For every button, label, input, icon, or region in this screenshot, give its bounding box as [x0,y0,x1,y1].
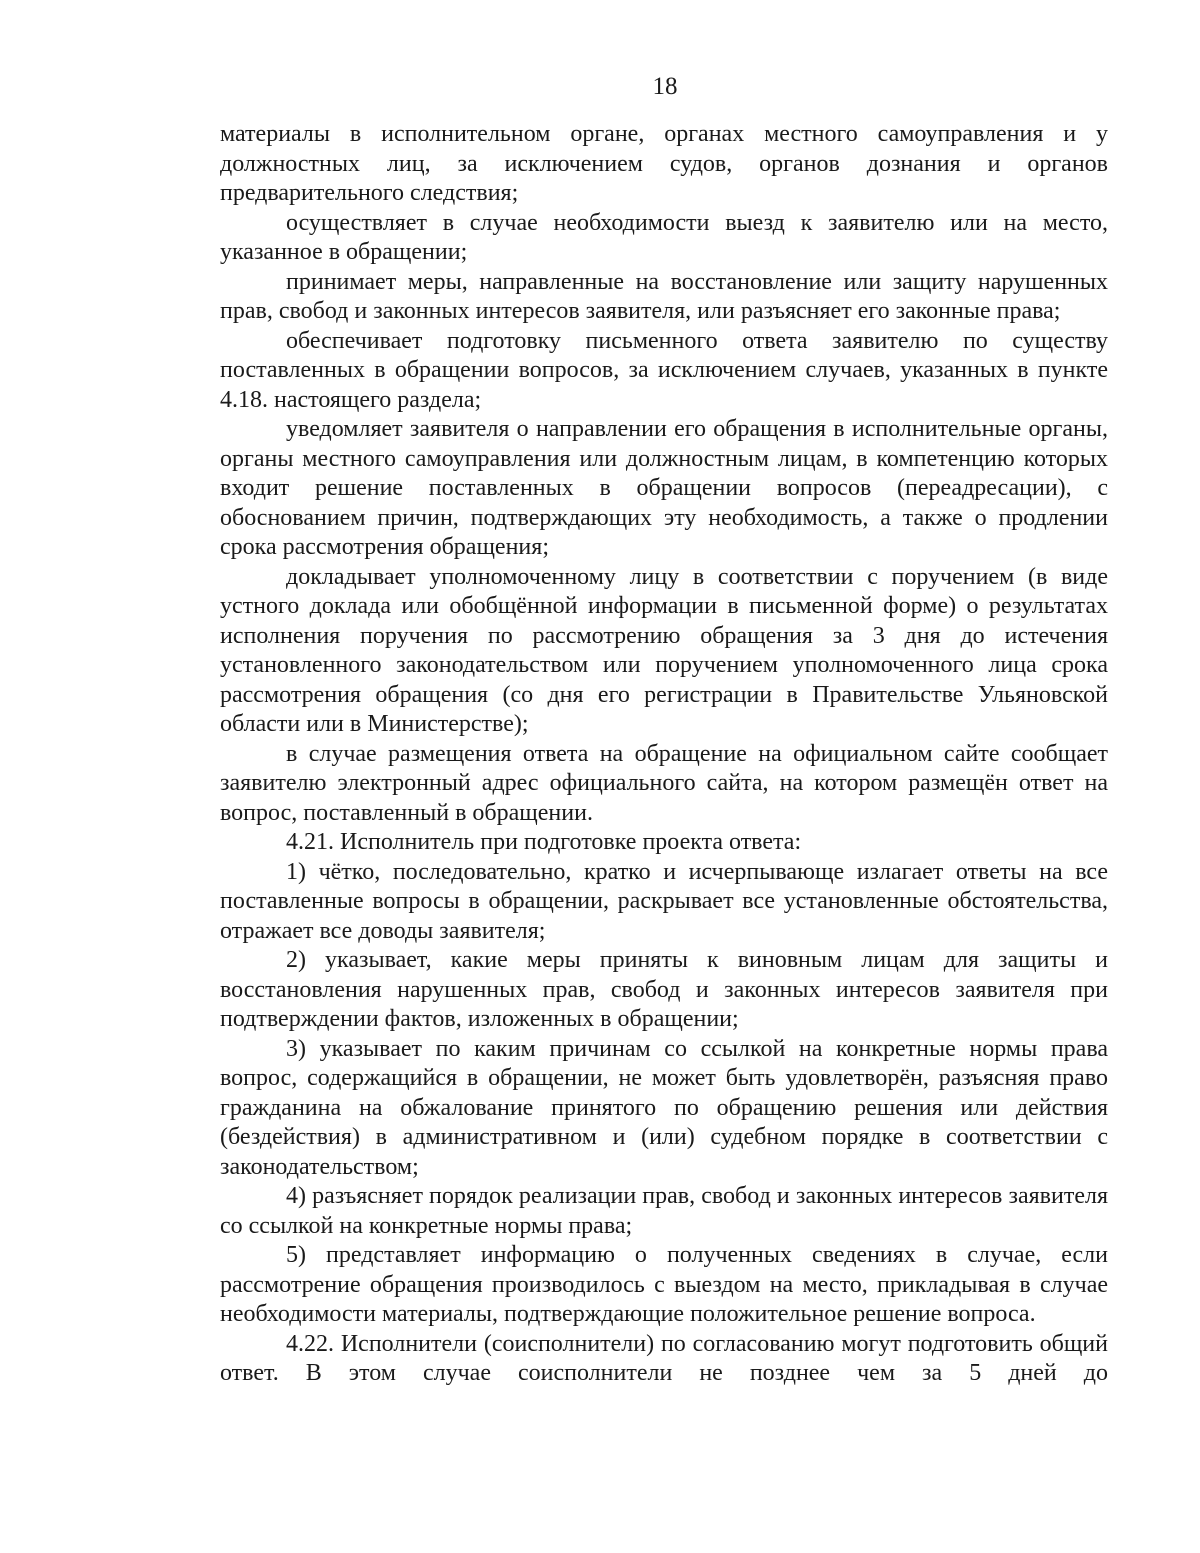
list-item-4: 4) разъясняет порядок реализации прав, свобод и законных интересов заявителя со ссылкой на конкретные нормы права; [220,1183,1108,1239]
paragraph: уведомляет заявителя о направлении его обращения в исполнительные органы, органы местного самоуправления или должностным лицам, в компетенцию которых входит решение поставленных в обращении вопросов (переадресации), с обоснованием причин, подтверждающих эту необходимость, а также о продлении срока рассмотрения обращения; [220,416,1108,560]
list-item-2: 2) указывает, какие меры приняты к виновным лицам для защиты и восстановления нарушенных прав, свобод и законных интересов заявителя при подтверждении фактов, изложенных в обращении; [220,947,1108,1032]
list-item-3: 3) указывает по каким причинам со ссылкой на конкретные нормы права вопрос, содержащийся в обращении, не может быть удовлетворён, разъясняя право гражданина на обжалование принятого по обращению решения или действия (бездействия) в административном и (или) судебном порядке в соответствии с законодательством; [220,1035,1108,1180]
section-heading-4-21: 4.21. Исполнитель при подготовке проекта ответа: [286,829,802,855]
page-number: 18 [652,73,678,100]
paragraph: принимает меры, направленные на восстановление или защиту нарушенных прав, свобод и законных интересов заявителя, или разъясняет его законные права; [220,268,1108,324]
paragraph: осуществляет в случае необходимости выезд к заявителю или на место, указанное в обращении; [220,209,1108,265]
list-item-1: 1) чётко, последовательно, кратко и исчерпывающе излагает ответы на все поставленные вопросы в обращении, раскрывает все установленные обстоятельства, отражает все доводы заявителя; [220,858,1108,944]
paragraph: в случае размещения ответа на обращение на официальном сайте сообщает заявителю электронный адрес официального сайта, на котором размещён ответ на вопрос, поставленный в обращении. [220,740,1108,826]
paragraph: докладывает уполномоченному лицу в соответствии с поручением (в виде устного доклада или обобщённой информации в письменной форме) о результатах исполнения поручения по рассмотрению обращения за 3 дня до истечения установленного законодательством или поручением уполномоченного лица срока рассмотрения обращения (со дня его регистрации в Правительстве Ульяновской области или в Министерстве); [220,563,1108,737]
paragraph-continuation: материалы в исполнительном органе, органах местного самоуправления и у должностных лиц, за исключением судов, органов дознания и органов предварительного следствия; [220,121,1108,206]
section-4-22: 4.22. Исполнители (соисполнители) по согласованию могут подготовить общий ответ. В этом случае соисполнители не позднее чем за 5 дней до [220,1330,1108,1386]
list-item-5: 5) представляет информацию о полученных сведениях в случае, если рассмотрение обращения производилось с выездом на место, прикладывая в случае необходимости материалы, подтверждающие положительное решение вопроса. [220,1242,1108,1327]
document-body [220,120,1108,1389]
paragraph: обеспечивает подготовку письменного ответа заявителю по существу поставленных в обращении вопросов, за исключением случаев, указанных в пункте 4.18. настоящего раздела; [220,327,1108,413]
